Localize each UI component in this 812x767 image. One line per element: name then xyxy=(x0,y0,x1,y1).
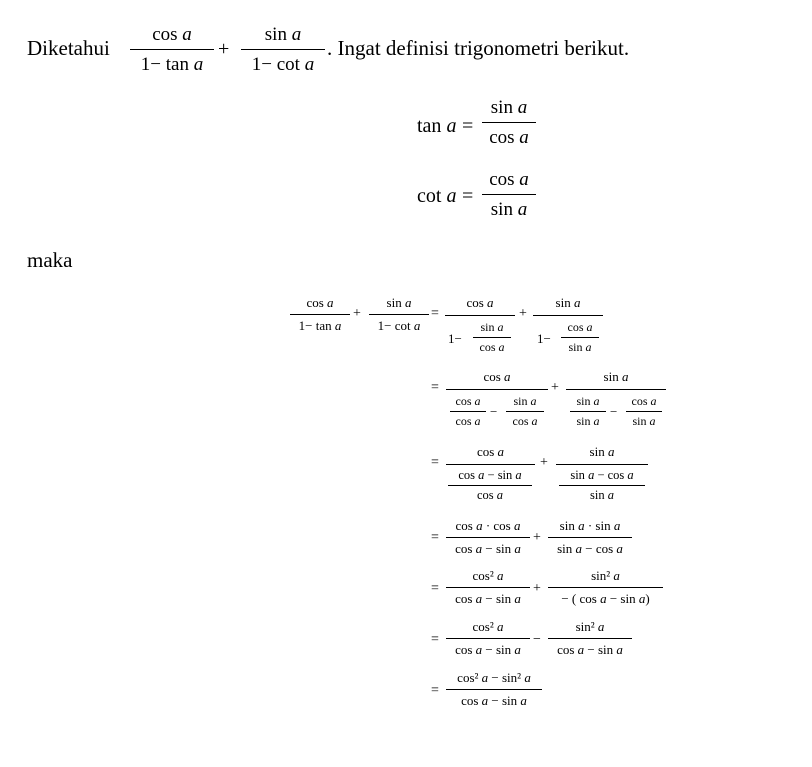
s3-frac2 xyxy=(548,518,632,557)
denominator: sin a xyxy=(576,414,600,428)
fraction-bar xyxy=(450,411,486,412)
fraction-bar xyxy=(446,689,542,690)
fraction-bar xyxy=(446,638,530,639)
s5-frac1 xyxy=(446,619,530,658)
equals-sign: = xyxy=(431,632,439,647)
numerator: cos a xyxy=(455,394,481,408)
s0-rhs1-numerator: cos a xyxy=(466,295,494,310)
denominator: cos a xyxy=(512,414,538,428)
fraction-bar xyxy=(448,485,532,486)
numerator: cos a xyxy=(631,394,657,408)
fraction-bar xyxy=(548,537,632,538)
denominator: 1− cot a xyxy=(377,318,421,333)
denominator: cos a xyxy=(455,414,481,428)
numerator: cos² a xyxy=(472,568,504,583)
fraction-bar xyxy=(626,411,662,412)
equals-sign: = xyxy=(431,581,439,596)
minus-sign: − xyxy=(533,632,541,647)
denominator: cos a − sin a xyxy=(455,642,521,657)
numerator: cos² a − sin² a xyxy=(457,670,531,685)
equals-sign: = xyxy=(431,306,439,321)
numerator: sin a xyxy=(513,394,537,408)
intro-frac2-numerator: sin a xyxy=(264,24,302,45)
denominator: cos a xyxy=(479,340,505,354)
s0-lhs-frac1 xyxy=(290,295,350,334)
equals-sign: = xyxy=(431,455,439,470)
fraction-bar xyxy=(445,315,515,316)
intro-plus: + xyxy=(218,38,230,60)
fraction-bar xyxy=(559,485,645,486)
s0-rhs1-inner-frac xyxy=(473,320,511,355)
numerator: sin a · sin a xyxy=(559,518,621,533)
s4-frac2 xyxy=(548,568,663,607)
minus-sign: − xyxy=(610,404,618,419)
s3-frac1 xyxy=(446,518,530,557)
s0-lhs-frac2 xyxy=(369,295,429,334)
equals-sign: = xyxy=(431,683,439,698)
s5-frac2 xyxy=(548,619,632,658)
equals-sign: = xyxy=(431,380,439,395)
cot-denominator: sin a xyxy=(490,199,528,220)
fraction-bar xyxy=(290,314,350,315)
s0-rhs2-inner-frac xyxy=(561,320,599,355)
s1-f1-inner-b xyxy=(506,394,544,429)
s0-rhs2-one-minus: 1− xyxy=(537,331,551,346)
numerator: sin² a xyxy=(591,568,620,583)
numerator: cos² a xyxy=(472,619,504,634)
fraction-bar xyxy=(446,464,535,465)
numerator: sin a xyxy=(576,394,600,408)
denominator: sin a xyxy=(568,340,592,354)
s0-rhs2-numerator: sin a xyxy=(555,295,581,310)
fraction-bar xyxy=(446,587,530,588)
cot-fraction xyxy=(482,169,536,221)
fraction-bar xyxy=(566,389,666,390)
s1-f2-numerator: sin a xyxy=(603,369,629,384)
denominator: cos a xyxy=(476,488,504,502)
cot-numerator: cos a xyxy=(489,169,529,190)
denominator: sin a − cos a xyxy=(557,541,623,556)
fraction-bar xyxy=(241,49,325,50)
intro-prefix: Diketahui xyxy=(27,36,110,60)
tan-equals: = xyxy=(462,115,474,137)
equals-sign: = xyxy=(431,530,439,545)
fraction-bar xyxy=(369,314,429,315)
s2-f2-numerator: sin a xyxy=(589,444,615,459)
cot-lhs: cot a xyxy=(417,185,457,207)
numerator: sin a xyxy=(386,295,412,310)
denominator: − ( cos a − sin a) xyxy=(561,591,650,606)
s2-f1-inner xyxy=(448,468,532,503)
denominator: sin a xyxy=(632,414,656,428)
tan-denominator: cos a xyxy=(489,127,529,148)
numerator: cos a · cos a xyxy=(455,518,521,533)
fraction-bar xyxy=(130,49,214,50)
fraction-bar xyxy=(482,194,536,195)
fraction-bar xyxy=(533,315,603,316)
plus-sign: + xyxy=(551,380,559,395)
numerator: cos a xyxy=(306,295,334,310)
denominator: 1− tan a xyxy=(298,318,342,333)
plus-sign: + xyxy=(533,581,541,596)
numerator: cos a − sin a xyxy=(458,468,522,482)
fraction-bar xyxy=(446,389,548,390)
s0-rhs1-one-minus: 1− xyxy=(448,331,462,346)
intro-frac1-denominator: 1− tan a xyxy=(140,54,204,75)
cot-equals: = xyxy=(462,185,474,207)
fraction-bar xyxy=(570,411,606,412)
fraction-bar xyxy=(548,638,632,639)
fraction-bar xyxy=(561,337,599,338)
tan-numerator: sin a xyxy=(490,97,528,118)
fraction-bar xyxy=(446,537,530,538)
intro-fraction-2 xyxy=(241,24,325,76)
s1-f2-inner-a xyxy=(570,394,606,429)
s1-f1-inner-a xyxy=(450,394,486,429)
s4-frac1 xyxy=(446,568,530,607)
s6-frac xyxy=(446,670,542,709)
denominator: cos a − sin a xyxy=(455,541,521,556)
s1-f2-inner-b xyxy=(626,394,662,429)
denominator: cos a − sin a xyxy=(455,591,521,606)
numerator: sin a xyxy=(480,320,504,334)
s2-f1-numerator: cos a xyxy=(476,444,505,459)
intro-frac1-numerator: cos a xyxy=(152,24,192,45)
fraction-bar xyxy=(473,337,511,338)
maka-label: maka xyxy=(27,248,73,272)
fraction-bar xyxy=(548,587,663,588)
denominator: cos a − sin a xyxy=(557,642,623,657)
intro-fraction-1 xyxy=(130,24,214,76)
minus-sign: − xyxy=(490,404,498,419)
denominator: cos a − sin a xyxy=(461,693,527,708)
numerator: sin² a xyxy=(575,619,605,634)
fraction-bar xyxy=(482,122,536,123)
fraction-bar xyxy=(506,411,544,412)
denominator: sin a xyxy=(590,488,614,502)
s2-f2-inner xyxy=(559,468,645,503)
tan-fraction xyxy=(482,97,536,149)
fraction-bar xyxy=(556,464,648,465)
numerator: sin a − cos a xyxy=(570,468,634,482)
intro-frac2-denominator: 1− cot a xyxy=(251,54,315,75)
s1-f1-numerator: cos a xyxy=(483,369,511,384)
plus-sign: + xyxy=(533,530,541,545)
numerator: cos a xyxy=(567,320,593,334)
tan-lhs: tan a xyxy=(417,115,457,137)
intro-suffix: . Ingat definisi trigonometri berikut. xyxy=(327,36,630,60)
plus-sign: + xyxy=(519,306,527,321)
plus-sign: + xyxy=(540,455,548,470)
plus-sign: + xyxy=(353,306,361,321)
